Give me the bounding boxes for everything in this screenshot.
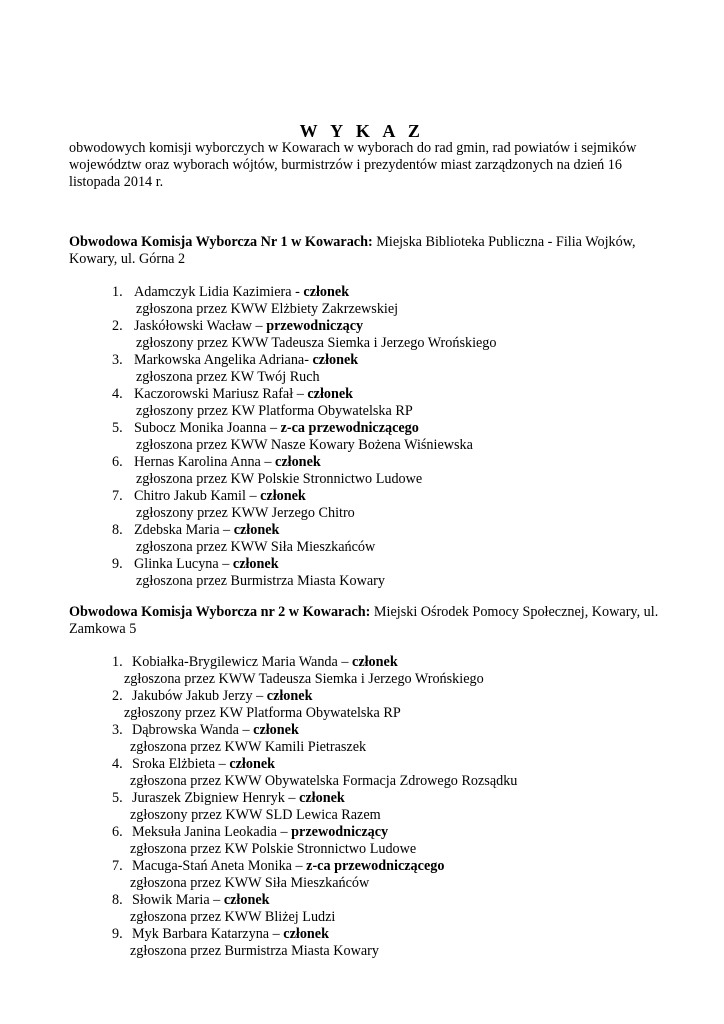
member-nominated-by: zgłoszony przez KWW Jerzego Chitro — [136, 505, 355, 521]
member-line — [112, 722, 517, 739]
list-item — [112, 488, 497, 522]
member-nominated-by: zgłoszony przez KW Platforma Obywatelska RP — [124, 705, 401, 721]
list-item — [112, 892, 517, 926]
member-role: członek — [260, 488, 306, 504]
list-item — [112, 654, 517, 688]
list-item — [112, 318, 497, 352]
member-name: Glinka Lucyna – — [134, 556, 233, 572]
list-item — [112, 352, 497, 386]
member-line — [112, 556, 497, 573]
member-number: 3. — [112, 722, 123, 738]
list-item — [112, 556, 497, 590]
member-name: Chitro Jakub Kamil – — [134, 488, 261, 504]
member-name: Kaczorowski Mariusz Rafał – — [134, 386, 308, 402]
member-line — [112, 824, 517, 841]
member-nominated-by: zgłoszona przez KWW Bliżej Ludzi — [130, 909, 336, 925]
member-nominated-by: zgłoszona przez KW Polskie Stronnictwo Ludowe — [136, 471, 423, 487]
member-number: 7. — [112, 488, 123, 504]
commission-1-member-list — [112, 284, 497, 590]
member-role: członek — [352, 654, 398, 670]
member-name: Meksuła Janina Leokadia – — [132, 824, 292, 840]
member-name: Markowska Angelika Adriana- — [134, 352, 313, 368]
member-nominated-by: zgłoszona przez KWW Tadeusza Siemka i Jerzego Wrońskiego — [124, 671, 484, 687]
member-name: Jaskółowski Wacław – — [134, 318, 267, 334]
commission-2-heading-bold: Obwodowa Komisja Wyborcza nr 2 w Kowarach: — [69, 604, 371, 620]
list-item — [112, 858, 517, 892]
list-item — [112, 926, 517, 960]
member-line — [112, 352, 497, 369]
document-intro: obwodowych komisji wyborczych w Kowarach w wyborach do rad gmin, rad powiatów i sejmików województw oraz wyborach wójtów, burmistrzów i prezydentów miast zarządzonych na dzień 16 listopada 2014 r. — [69, 140, 637, 190]
list-item — [112, 824, 517, 858]
member-name: Juraszek Zbigniew Henryk – — [132, 790, 300, 806]
commission-1-heading-bold: Obwodowa Komisja Wyborcza Nr 1 w Kowarach: — [69, 234, 373, 250]
list-item — [112, 284, 497, 318]
list-item — [112, 756, 517, 790]
member-name: Zdebska Maria – — [134, 522, 234, 538]
member-line — [112, 318, 497, 335]
member-line — [112, 926, 517, 943]
member-role: członek — [233, 522, 280, 538]
list-item — [112, 454, 497, 488]
member-name: Macuga-Stań Aneta Monika – — [132, 858, 307, 874]
member-number: 7. — [112, 858, 123, 874]
member-name: Myk Barbara Katarzyna – — [132, 926, 284, 942]
member-name: Kobiałka-Brygilewicz Maria Wanda – — [132, 654, 353, 670]
member-number: 4. — [112, 386, 123, 402]
member-nominated-by: zgłoszony przez KW Platforma Obywatelska RP — [136, 403, 413, 419]
member-nominated-by: zgłoszona przez KWW Obywatelska Formacja Zdrowego Rozsądku — [130, 773, 518, 789]
member-role: członek — [253, 722, 299, 738]
commission-1-heading-address: Miejska Biblioteka Publiczna - Filia Wojków, Kowary, ul. Górna 2 — [69, 234, 636, 267]
commission-2-heading — [69, 604, 659, 638]
member-role: członek — [312, 352, 359, 368]
list-item — [112, 722, 517, 756]
commission-1-heading — [69, 234, 659, 268]
member-line — [112, 654, 517, 671]
member-number: 9. — [112, 556, 123, 572]
member-nominated-by: zgłoszona przez Burmistrza Miasta Kowary — [130, 943, 379, 959]
member-name: Subocz Monika Joanna – — [134, 420, 281, 436]
member-role: członek — [303, 284, 350, 300]
member-nominated-by: zgłoszona przez KW Twój Ruch — [136, 369, 320, 385]
member-nominated-by: zgłoszona przez KWW Siła Mieszkańców — [130, 875, 370, 891]
member-role: członek — [223, 892, 270, 908]
member-number: 6. — [112, 824, 123, 840]
member-nominated-by: zgłoszony przez KWW Tadeusza Siemka i Jerzego Wrońskiego — [136, 335, 497, 351]
commission-2-heading-address: Miejski Ośrodek Pomocy Społecznej, Kowary, ul. Zamkowa 5 — [69, 604, 659, 637]
member-nominated-by: zgłoszona przez KWW Nasze Kowary Bożena Wiśniewska — [136, 437, 473, 453]
document-title: W Y K A Z — [299, 121, 425, 141]
member-role: członek — [299, 790, 345, 806]
list-item — [112, 522, 497, 556]
member-number: 2. — [112, 318, 123, 334]
member-role: członek — [275, 454, 321, 470]
member-role: członek — [283, 926, 329, 942]
member-line — [112, 522, 497, 539]
member-line — [112, 454, 497, 471]
member-number: 6. — [112, 454, 123, 470]
member-number: 8. — [112, 522, 123, 538]
member-number: 5. — [112, 420, 123, 436]
member-number: 9. — [112, 926, 123, 942]
member-role: członek — [229, 756, 276, 772]
member-role: z-ca przewodniczącego — [280, 420, 419, 436]
member-name: Słowik Maria – — [132, 892, 224, 908]
member-line — [112, 858, 517, 875]
member-role: przewodniczący — [291, 824, 389, 840]
member-nominated-by: zgłoszona przez KWW Siła Mieszkańców — [136, 539, 376, 555]
list-item — [112, 420, 497, 454]
member-number: 5. — [112, 790, 123, 806]
member-role: członek — [307, 386, 354, 402]
member-role: członek — [232, 556, 279, 572]
commission-2-member-list — [112, 654, 517, 960]
member-name: Jakubów Jakub Jerzy – — [132, 688, 267, 704]
member-line — [112, 488, 497, 505]
list-item — [112, 688, 517, 722]
member-number: 2. — [112, 688, 123, 704]
member-role: przewodniczący — [266, 318, 364, 334]
member-line — [112, 420, 497, 437]
member-line — [112, 284, 497, 301]
member-name: Dąbrowska Wanda – — [132, 722, 254, 738]
member-nominated-by: zgłoszona przez KWW Kamili Pietraszek — [130, 739, 367, 755]
member-number: 4. — [112, 756, 123, 772]
member-role: z-ca przewodniczącego — [306, 858, 445, 874]
member-number: 1. — [112, 284, 123, 300]
member-line — [112, 756, 517, 773]
member-nominated-by: zgłoszona przez KW Polskie Stronnictwo Ludowe — [130, 841, 417, 857]
member-name: Sroka Elżbieta – — [132, 756, 230, 772]
list-item — [112, 386, 497, 420]
member-line — [112, 386, 497, 403]
member-number: 8. — [112, 892, 123, 908]
member-line — [112, 790, 517, 807]
list-item — [112, 790, 517, 824]
member-nominated-by: zgłoszona przez KWW Elżbiety Zakrzewskiej — [136, 301, 399, 317]
member-line — [112, 892, 517, 909]
member-name: Hernas Karolina Anna – — [134, 454, 276, 470]
member-number: 3. — [112, 352, 123, 368]
member-line — [112, 688, 517, 705]
member-nominated-by: zgłoszony przez KWW SLD Lewica Razem — [130, 807, 381, 823]
member-number: 1. — [112, 654, 123, 670]
member-role: członek — [266, 688, 313, 704]
member-nominated-by: zgłoszona przez Burmistrza Miasta Kowary — [136, 573, 385, 589]
member-name: Adamczyk Lidia Kazimiera - — [134, 284, 304, 300]
